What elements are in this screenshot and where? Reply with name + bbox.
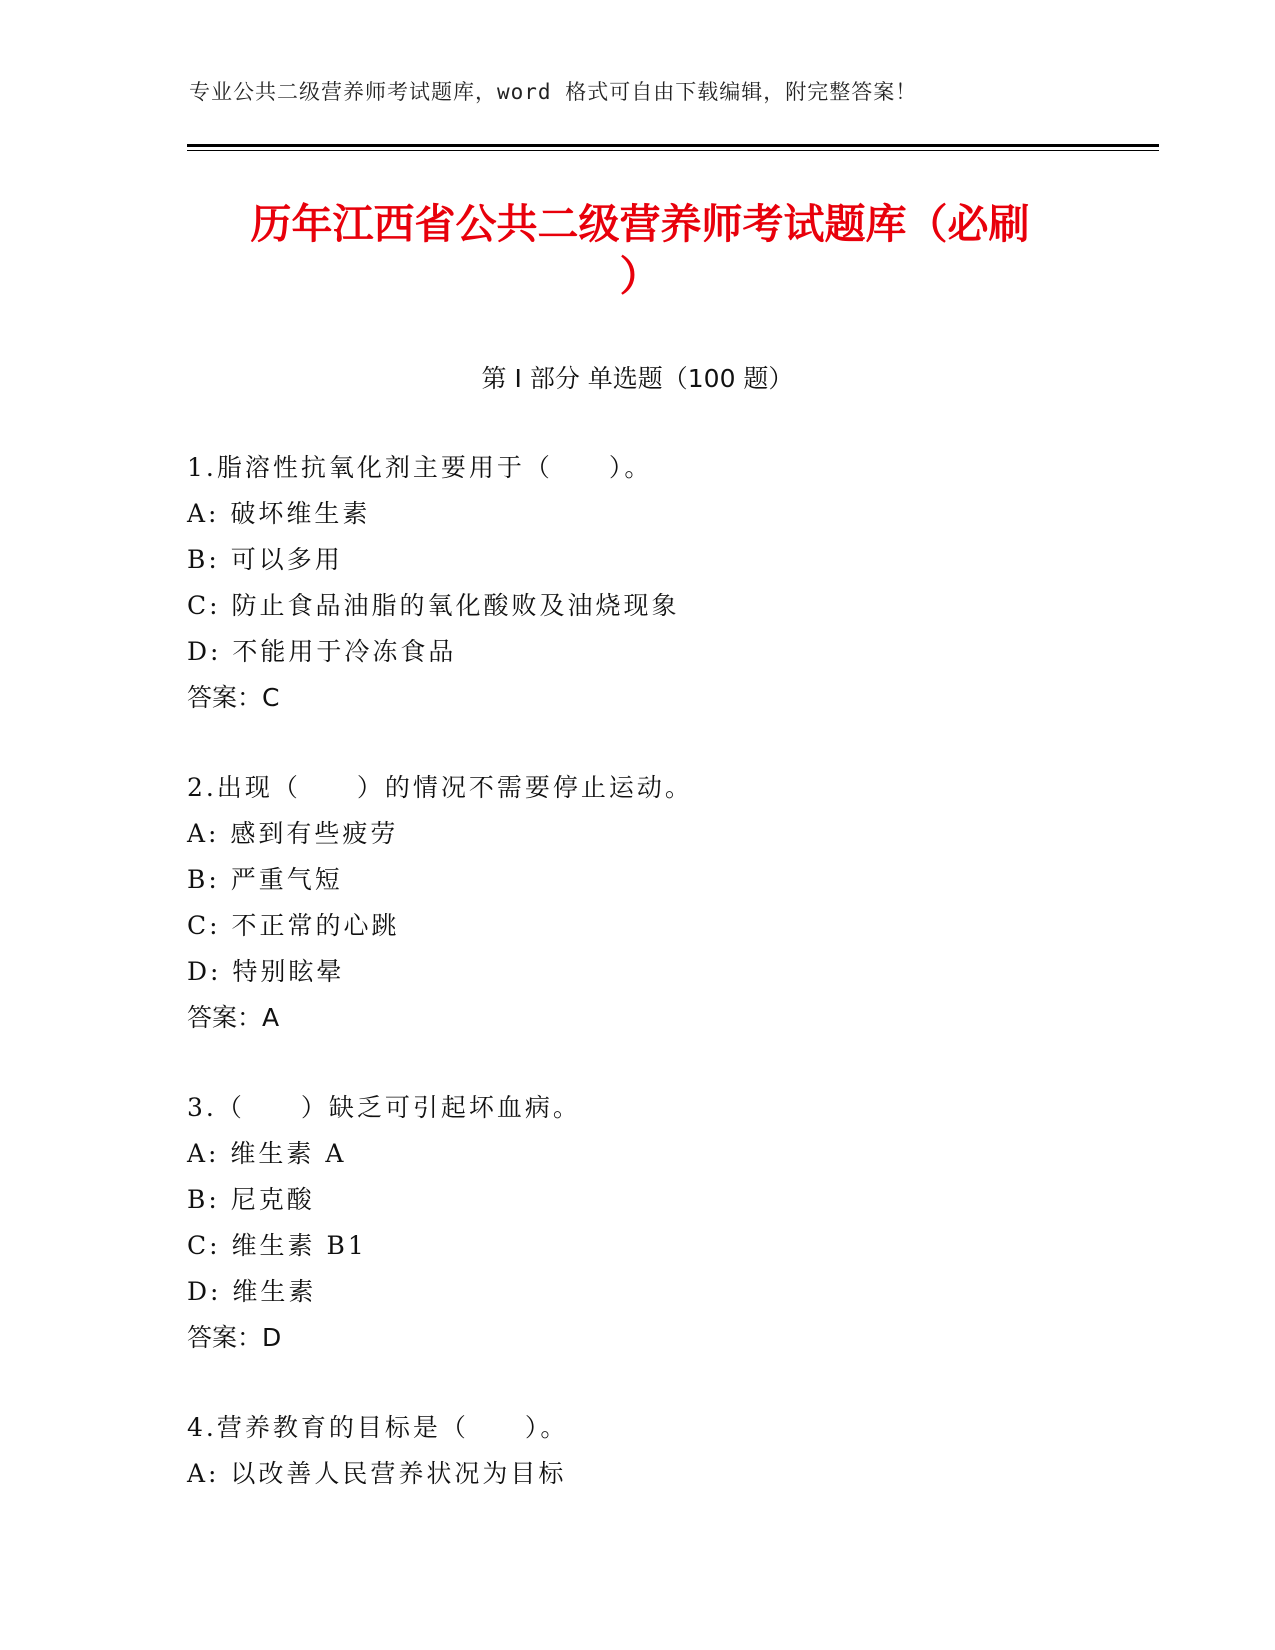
option-d: D: 维生素 [187, 1277, 317, 1306]
header-rule-thin [187, 150, 1159, 151]
question-list [187, 445, 1147, 1541]
question-4 [187, 1405, 1147, 1497]
option-a: A: 以改善人民营养状况为目标 [187, 1459, 567, 1488]
header-rule-thick [187, 144, 1159, 147]
option-c: C: 维生素 B1 [187, 1231, 367, 1260]
question-3 [187, 1085, 1147, 1361]
section-heading: 第 I 部分 单选题（100 题） [481, 364, 794, 393]
option-c: C: 防止食品油脂的氧化酸败及油烧现象 [187, 591, 680, 620]
question-stem: 2.出现（ ）的情况不需要停止运动。 [187, 773, 693, 802]
option-a: A: 维生素 A [187, 1139, 347, 1168]
option-a: A: 感到有些疲劳 [187, 819, 399, 848]
answer: 答案：A [187, 1003, 280, 1032]
question-stem: 1.脂溶性抗氧化剂主要用于（ ）。 [187, 453, 653, 482]
option-d: D: 特别眩晕 [187, 957, 345, 986]
document-title-line-2: ） [619, 252, 661, 300]
option-b: B: 尼克酸 [187, 1185, 315, 1214]
document-title-line-1: 历年江西省公共二级营养师考试题库（必刷 [250, 200, 1030, 248]
question-1 [187, 445, 1147, 721]
option-c: C: 不正常的心跳 [187, 911, 400, 940]
question-stem: 3.（ ）缺乏可引起坏血病。 [187, 1093, 581, 1122]
option-b: B: 严重气短 [187, 865, 343, 894]
option-d: D: 不能用于冷冻食品 [187, 637, 457, 666]
answer: 答案：D [187, 1323, 282, 1352]
option-a: A: 破坏维生素 [187, 499, 371, 528]
document-title [180, 198, 1100, 302]
question-2 [187, 765, 1147, 1041]
question-stem: 4.营养教育的目标是（ ）。 [187, 1413, 569, 1442]
answer: 答案：C [187, 683, 280, 712]
page-header-note: 专业公共二级营养师考试题库，word 格式可自由下载编辑，附完整答案！ [189, 80, 918, 104]
option-b: B: 可以多用 [187, 545, 343, 574]
